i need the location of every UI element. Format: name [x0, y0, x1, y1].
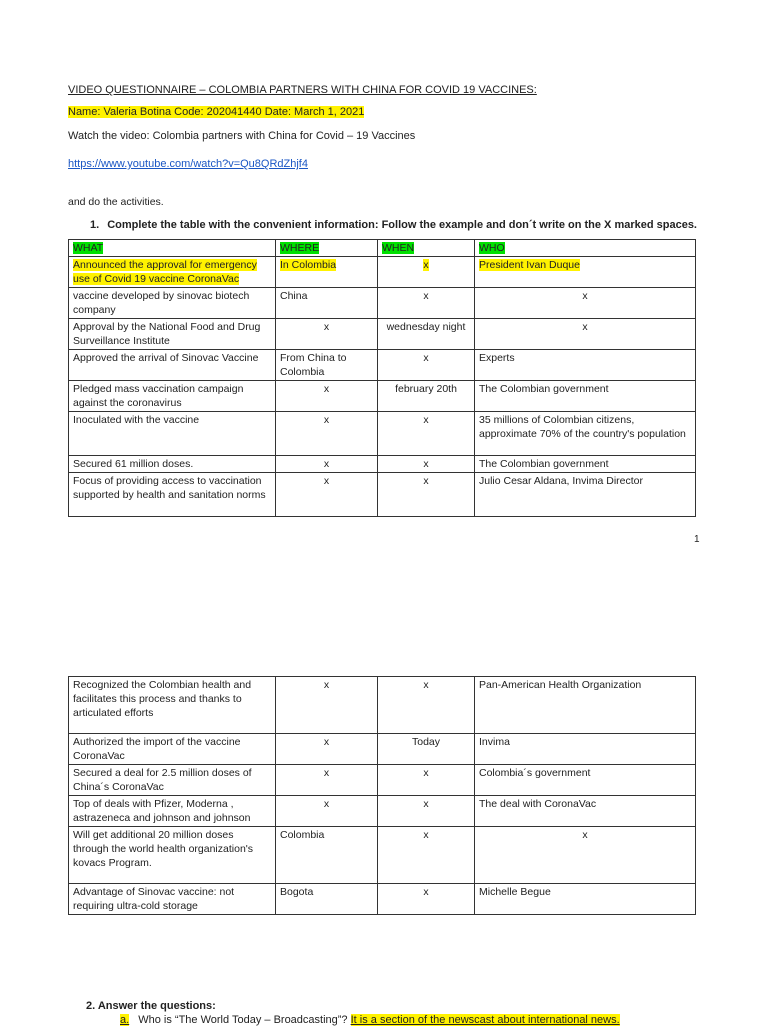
watch-instruction: Watch the video: Colombia partners with China for Covid – 19 Vaccines — [68, 130, 416, 142]
cell-when: x — [378, 796, 475, 827]
header-who: WHO — [475, 240, 696, 257]
document-title: VIDEO QUESTIONNAIRE – COLOMBIA PARTNERS WITH CHINA FOR COVID 19 VACCINES: — [68, 84, 537, 96]
table-row — [69, 288, 696, 319]
cell-when: wednesday night — [378, 319, 475, 350]
cell-what: Approval by the National Food and Drug Surveillance Institute — [69, 319, 276, 350]
section-answer-questions: 2. Answer the questions: — [86, 1000, 216, 1012]
cell-where: x — [276, 473, 378, 517]
cell-when: x — [378, 350, 475, 381]
instruction-number: 1. — [90, 219, 100, 231]
question-text: Who is “The World Today – Broadcasting”? — [138, 1014, 348, 1026]
cell-what: Will get additional 20 million doses through the world health organization's kovacs Program. — [69, 827, 276, 884]
cell-what: Secured 61 million doses. — [69, 456, 276, 473]
instruction-text: Complete the table with the convenient information: Follow the example and don´t write on the X marked spaces. — [107, 219, 697, 231]
cell-when: x — [378, 827, 475, 884]
table-row — [69, 319, 696, 350]
cell-what: Focus of providing access to vaccination supported by health and sanitation norms — [69, 473, 276, 517]
cell-where: x — [276, 765, 378, 796]
name-code-date: Name: Valeria Botina Code: 202041440 Date: March 1, 2021 — [68, 106, 365, 118]
cell-where: Bogota — [276, 884, 378, 915]
cell-who: Michelle Begue — [475, 884, 696, 915]
table-instruction — [90, 219, 697, 231]
table-row — [69, 473, 696, 517]
cell-what: Advantage of Sinovac vaccine: not requiring ultra-cold storage — [69, 884, 276, 915]
name-line — [68, 106, 364, 118]
cell-where: China — [276, 288, 378, 319]
table-row — [69, 350, 696, 381]
cell-when: x — [378, 765, 475, 796]
table-row — [69, 677, 696, 734]
cell-who: Julio Cesar Aldana, Invima Director — [475, 473, 696, 517]
cell-where: x — [276, 796, 378, 827]
cell-when: x — [378, 288, 475, 319]
question-letter: a. — [120, 1014, 130, 1026]
cell-who: x — [475, 288, 696, 319]
cell-when: february 20th — [378, 381, 475, 412]
cell-where: x — [276, 734, 378, 765]
cell-what: Pledged mass vaccination campaign against the coronavirus — [69, 381, 276, 412]
cell-who: President Ivan Duque — [475, 257, 696, 288]
cell-who: The deal with CoronaVac — [475, 796, 696, 827]
cell-when: x — [378, 677, 475, 734]
cell-who: x — [475, 827, 696, 884]
page-number: 1 — [694, 534, 700, 545]
table-row — [69, 884, 696, 915]
table-row — [69, 456, 696, 473]
cell-when: x — [378, 884, 475, 915]
cell-where: In Colombia — [276, 257, 378, 288]
cell-where: From China to Colombia — [276, 350, 378, 381]
cell-where: x — [276, 677, 378, 734]
cell-when: x — [378, 473, 475, 517]
cell-what: Recognized the Colombian health and facilitates this process and thanks to articulated efforts — [69, 677, 276, 734]
answer-text: It is a section of the newscast about international news. — [350, 1014, 620, 1026]
cell-who: The Colombian government — [475, 381, 696, 412]
cell-who: The Colombian government — [475, 456, 696, 473]
do-activities-text: and do the activities. — [68, 196, 164, 208]
table-row — [69, 796, 696, 827]
cell-what: Authorized the import of the vaccine CoronaVac — [69, 734, 276, 765]
cell-where: x — [276, 456, 378, 473]
table-row — [69, 381, 696, 412]
table-row — [69, 734, 696, 765]
header-when: WHEN — [378, 240, 475, 257]
table-what-where-when-who — [68, 239, 696, 517]
cell-what: vaccine developed by sinovac biotech company — [69, 288, 276, 319]
cell-what: Secured a deal for 2.5 million doses of China´s CoronaVac — [69, 765, 276, 796]
question-a — [120, 1014, 620, 1026]
cell-when: Today — [378, 734, 475, 765]
table-row — [69, 412, 696, 456]
cell-where: x — [276, 412, 378, 456]
cell-what: Approved the arrival of Sinovac Vaccine — [69, 350, 276, 381]
cell-what: Announced the approval for emergency use of Covid 19 vaccine CoronaVac — [69, 257, 276, 288]
cell-who: Experts — [475, 350, 696, 381]
table-row — [69, 765, 696, 796]
cell-who: Pan-American Health Organization — [475, 677, 696, 734]
table-row — [69, 257, 696, 288]
cell-who: x — [475, 319, 696, 350]
header-what: WHAT — [69, 240, 276, 257]
cell-when: x — [378, 456, 475, 473]
cell-where: x — [276, 319, 378, 350]
cell-who: Colombia´s government — [475, 765, 696, 796]
table-row — [69, 827, 696, 884]
cell-what: Top of deals with Pfizer, Moderna , astrazeneca and johnson and johnson — [69, 796, 276, 827]
cell-who: Invima — [475, 734, 696, 765]
cell-where: Colombia — [276, 827, 378, 884]
cell-when: x — [378, 257, 475, 288]
table-header-row — [69, 240, 696, 257]
header-where: WHERE — [276, 240, 378, 257]
cell-when: x — [378, 412, 475, 456]
cell-what: Inoculated with the vaccine — [69, 412, 276, 456]
cell-who: 35 millions of Colombian citizens, approximate 70% of the country's population — [475, 412, 696, 456]
cell-where: x — [276, 381, 378, 412]
video-link[interactable]: https://www.youtube.com/watch?v=Qu8QRdZhjf4 — [68, 158, 308, 170]
table-continued — [68, 676, 696, 915]
